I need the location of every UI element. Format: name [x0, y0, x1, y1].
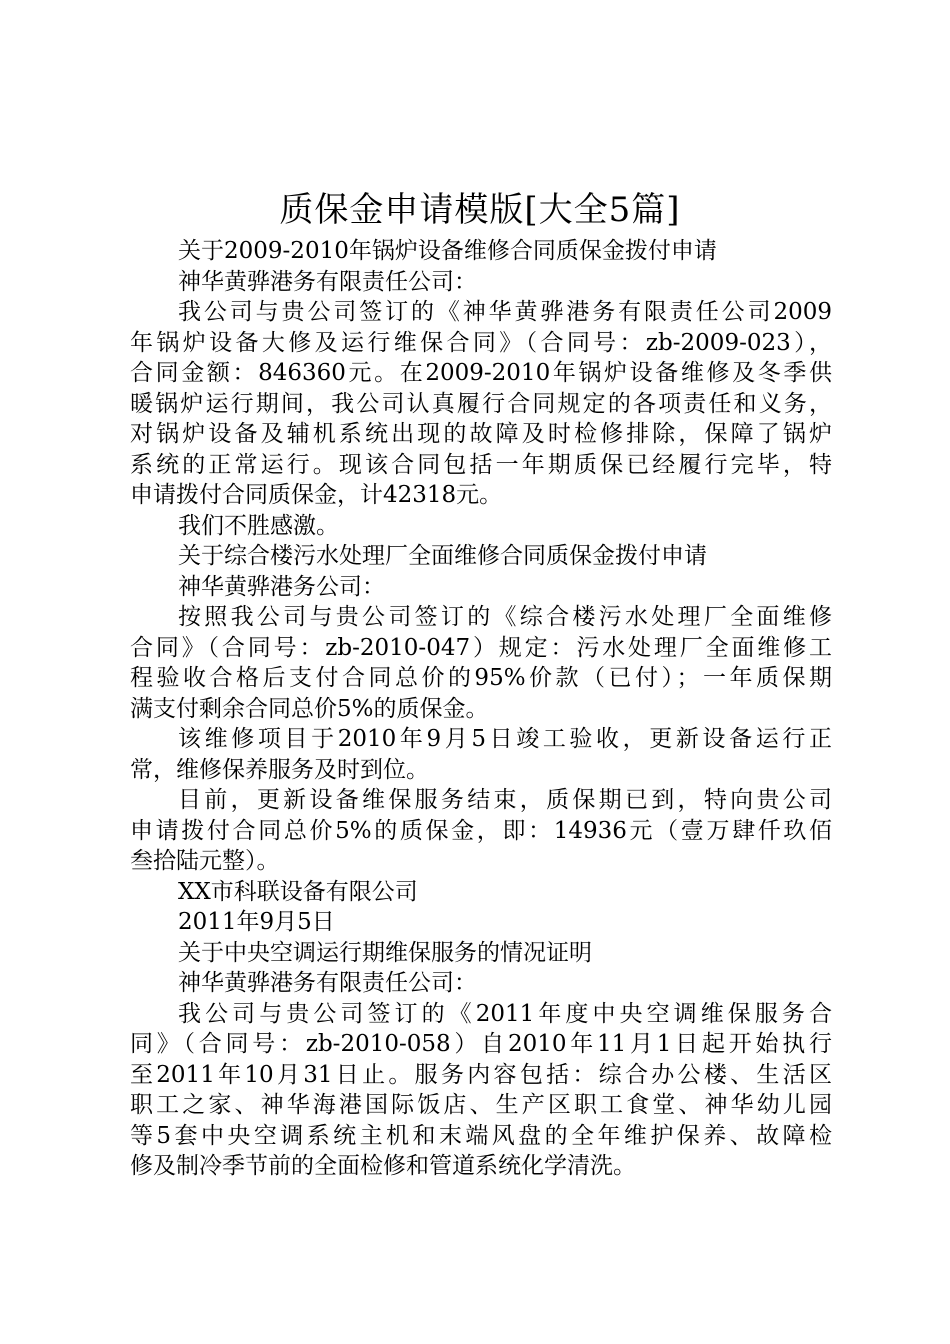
text-line: 我公司与贵公司签订的《神华黄骅港务有限责任公司2009	[178, 299, 832, 325]
text-line: 同》（合同号：zb-2010-058）自2010年11月1日起开始执行	[130, 1031, 832, 1057]
text-line: 申请拨付合同总价5%的质保金，即：14936元（壹万肆仟玖佰	[130, 817, 832, 844]
text-line: 该维修项目于2010年9月5日竣工验收，更新设备运行正	[178, 726, 832, 752]
text-line: 满支付剩余合同总价5%的质保金。	[130, 695, 489, 722]
text-line: 职工之家、神华海港国际饭店、生产区职工食堂、神华幼儿园	[130, 1092, 832, 1118]
text-line: 目前，更新设备维保服务结束，质保期已到，特向贵公司	[178, 787, 832, 813]
text-line: 系统的正常运行。现该合同包括一年期质保已经履行完毕，特	[130, 451, 832, 478]
text-line: 2011年9月5日	[178, 909, 335, 935]
text-line: XX市科联设备有限公司	[178, 878, 418, 905]
text-line: 关于综合楼污水处理厂全面维修合同质保金拨付申请	[178, 543, 707, 569]
text-line: 年锅炉设备大修及运行维保合同》（合同号：zb-2009-023），	[130, 329, 832, 356]
text-line: 暖锅炉运行期间，我公司认真履行合同规定的各项责任和义务，	[130, 390, 832, 417]
text-line: 合同金额：846360元。在2009-2010年锅炉设备维修及冬季供	[130, 360, 832, 386]
text-line: 申请拨付合同质保金，计42318元。	[130, 482, 503, 508]
text-line: 程验收合格后支付合同总价的95%价款（已付）；一年质保期	[130, 665, 832, 691]
text-line: 神华黄骅港务有限责任公司：	[178, 970, 477, 996]
text-line: 合同》（合同号：zb-2010-047）规定：污水处理厂全面维修工	[130, 634, 832, 661]
text-line: 对锅炉设备及辅机系统出现的故障及时检修排除，保障了锅炉	[130, 421, 832, 447]
text-line: 关于2009-2010年锅炉设备维修合同质保金拨付申请	[178, 238, 717, 264]
text-line: 按照我公司与贵公司签订的《综合楼污水处理厂全面维修	[178, 604, 832, 630]
text-line: 我们不胜感激。	[178, 512, 339, 539]
document-body	[130, 236, 832, 1182]
text-line: 常，维修保养服务及时到位。	[130, 756, 429, 783]
text-line: 关于中央空调运行期维保服务的情况证明	[178, 939, 592, 966]
text-line: 叁拾陆元整）。	[130, 848, 280, 874]
text-line: 神华黄骅港务公司：	[178, 573, 385, 600]
text-line: 至2011年10月31日止。服务内容包括：综合办公楼、生活区	[130, 1061, 832, 1088]
text-line: 我公司与贵公司签订的《2011年度中央空调维保服务合	[178, 1000, 832, 1027]
text-line: 等5套中央空调系统主机和末端风盘的全年维护保养、故障检	[130, 1122, 832, 1149]
text-line: 神华黄骅港务有限责任公司：	[178, 268, 477, 295]
text-line: 修及制冷季节前的全面检修和管道系统化学清洗。	[130, 1153, 636, 1179]
page-title: 质保金申请模版[大全5篇]	[279, 190, 681, 230]
